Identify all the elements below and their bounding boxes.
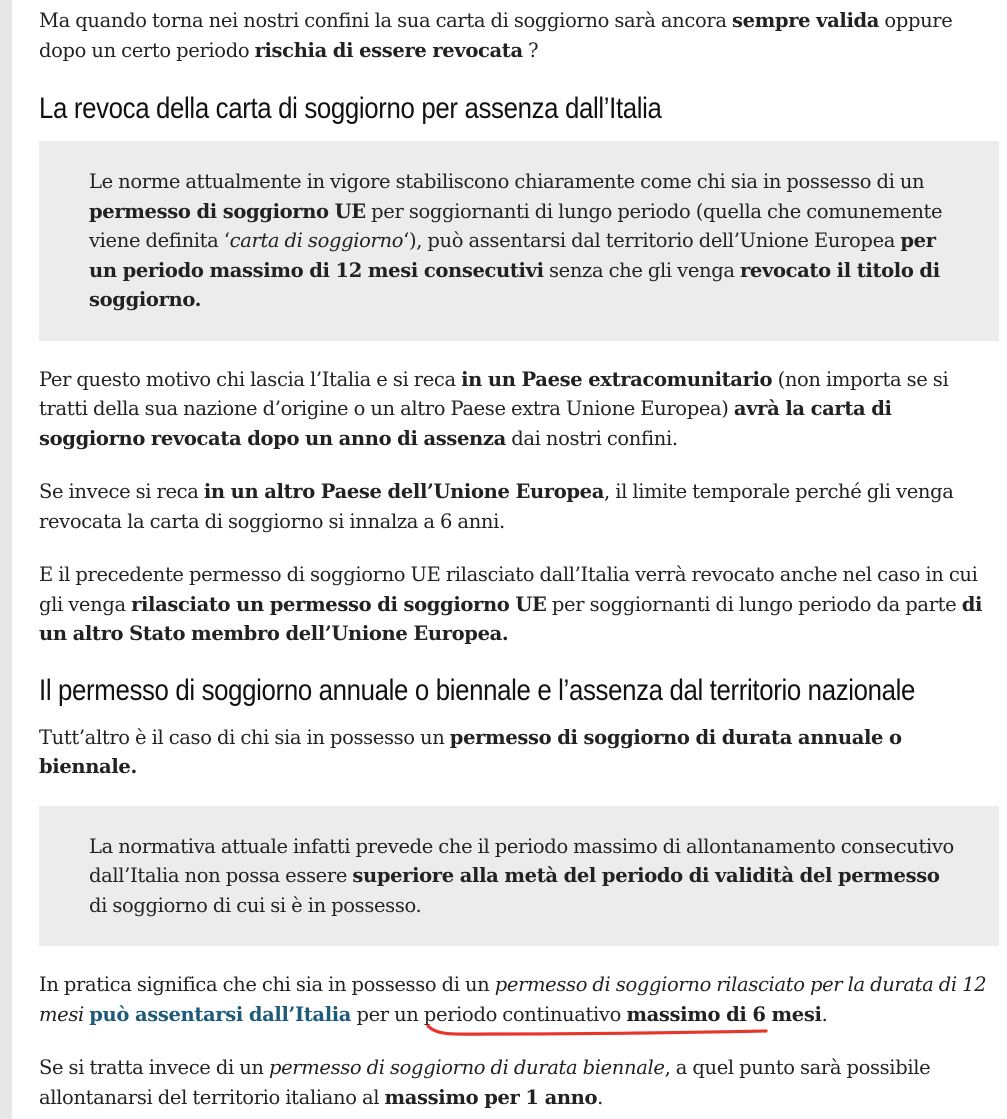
paragraph-paese-ue: Se invece si reca in un altro Paese dell’Unione Europea, il limite temporale perché gli venga revocata la carta di soggiorno si innalza a 6 anni. <box>39 480 954 533</box>
heading-annuale-biennale: Il permesso di soggiorno annuale o biennale e l’assenza dal territorio nazionale <box>39 673 916 707</box>
link-assentarsi[interactable]: può assentarsi dall’Italia <box>89 1002 352 1026</box>
paragraph-in-pratica: In pratica significa che chi sia in possesso di un permesso di soggiorno rilasciato per la durata di 12 mesi può assentarsi dall’Italia per un periodo continuativo massimo di 6 mesi. <box>39 970 999 1029</box>
heading-revoca: La revoca della carta di soggiorno per assenza dall’Italia <box>39 92 662 125</box>
paragraph-biennale: Se si tratta invece di un permesso di soggiorno di durata biennale, a quel punto sarà possibile allontanarsi del territorio italiano al massimo per 1 anno. <box>39 1056 931 1109</box>
paragraph-intro: Ma quando torna nei nostri confini la sua carta di soggiorno sarà ancora sempre valida oppure dopo un certo periodo rischia di essere revocata ? <box>39 9 953 62</box>
blockquote-normativa <box>39 806 999 947</box>
paragraph-extracomunitario: Per questo motivo chi lascia l’Italia e si reca in un Paese extracomunitario (non importa se si tratti della sua nazione d’origine o un altro Paese extra Unione Europea) avrà la carta di soggiorno revocata dopo un anno di assenza dai nostri confini. <box>39 367 949 450</box>
paragraph-tuttaltro: Tutt’altro è il caso di chi sia in possesso un permesso di soggiorno di durata annuale o biennale. <box>39 725 902 778</box>
blockquote-norme <box>39 141 999 341</box>
article-body <box>39 6 999 1112</box>
left-rail <box>0 0 12 1119</box>
quote-text: La normativa attuale infatti prevede che il periodo massimo di allontanamento consecutivo dall’Italia non possa essere superiore alla metà del periodo di validità del permesso di soggiorno di cui si è in possesso. <box>89 834 954 917</box>
red-underline-annotation <box>424 1020 769 1040</box>
paragraph-altro-stato: E il precedente permesso di soggiorno UE rilasciato dall’Italia verrà revocato anche nel caso in cui gli venga rilasciato un permesso di soggiorno UE per soggiornanti di lungo periodo da parte di un altro Stato membro dell’Unione Europea. <box>39 563 983 645</box>
quote-text: Le norme attualmente in vigore stabiliscono chiaramente come chi sia in possesso di un permesso di soggiorno UE per soggiornanti di lungo periodo (quella che comunemente viene definita ‘carta di soggiorno‘), può assentarsi dal territorio dell’Unione Europea per un periodo massimo di 12 mesi consecutivi senza che gli venga revocato il titolo di soggiorno. <box>89 170 943 311</box>
